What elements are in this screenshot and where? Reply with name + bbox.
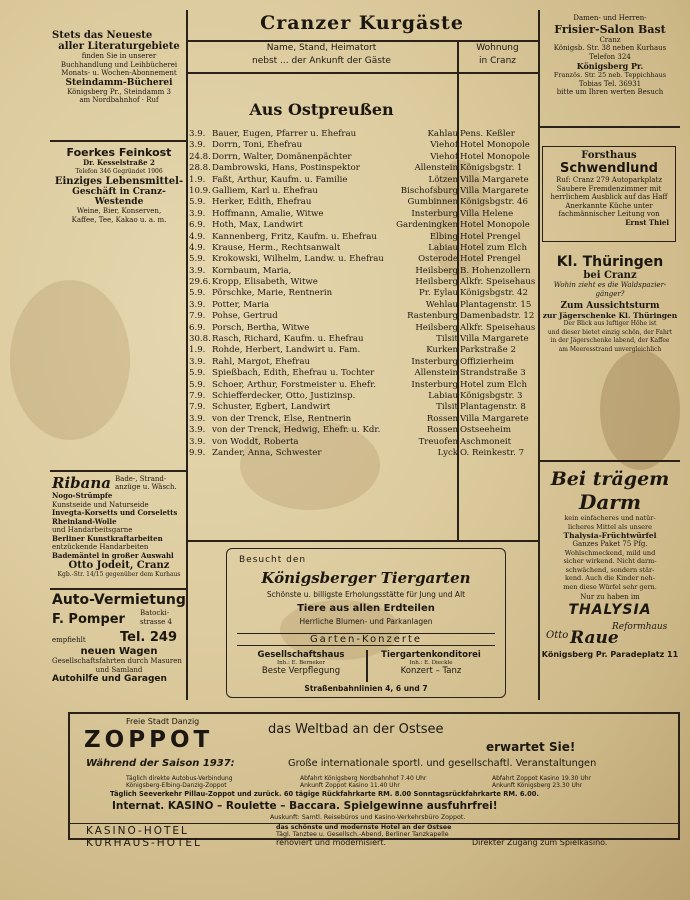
zoppot-line: Abfahrt Zoppot Kasino 19.30 Uhr — [492, 775, 591, 782]
ad-frisier-line: bitte um Ihren werten Besuch — [556, 88, 664, 96]
ad-tiergarten-title: Königsberger Tiergarten — [261, 569, 471, 587]
ad-thalysia-line: Königsberg Pr. Paradeplatz 11 — [541, 649, 679, 659]
ad-forsthaus-line: herrlichem Ausblick auf das Haff — [550, 193, 668, 201]
guest-origin: Osterode — [418, 254, 458, 265]
ad-frisier-line: Damen- und Herren- — [573, 14, 647, 22]
ad-thueringen-line: am Meeresstrand unvergleichlich — [558, 345, 662, 353]
ad-thalysia-line: Darm — [578, 490, 641, 514]
ad-auto-line: und Samland — [95, 665, 143, 674]
ad-thalysia-line: Bei trägem — [550, 468, 670, 490]
ad-thueringen-line: in der Jägerschenke labend, der Kaffee — [550, 337, 670, 344]
guest-name: Faßt, Arthur, Kaufm. u. Familie — [212, 174, 348, 185]
guest-date: 24.8. — [189, 151, 211, 162]
ad-foerke-line: Dr. Kesselstraße 2 — [83, 158, 155, 167]
guest-date: 9.9. — [189, 447, 206, 458]
guest-row — [189, 414, 679, 425]
ad-thueringen-line: gänger? — [595, 289, 625, 298]
zoppot-line: Große internationale sportl. und gesellschaftl. Veranstaltungen — [288, 758, 597, 769]
guest-row — [189, 402, 679, 413]
ad-tiergarten-line: Garten-Konzerte — [237, 633, 495, 646]
guest-name: Dambrowski, Hans, Postinspektor — [212, 163, 360, 174]
ad-thalysia-line: schwächend, sondern stär- — [565, 565, 655, 574]
ad-frisier-line: Frisier-Salon Bast — [554, 22, 666, 36]
ad-ribana-line: Nogo-Strümpfe — [52, 491, 113, 500]
page-title: Cranzer Kurgäste — [260, 12, 464, 34]
guest-name: Potter, Maria — [212, 299, 270, 310]
ad-auto-line: empfiehlt — [52, 636, 86, 644]
ad-literatur-line: aller Literaturgebiete — [58, 41, 180, 52]
ad-tiergarten — [226, 548, 506, 698]
guest-origin: Heilsberg — [415, 277, 458, 288]
ad-frisier-line: Tobias Tel. 36931 — [578, 79, 642, 88]
ad-ribana-line: anzüge u. Wäsch. — [115, 483, 177, 491]
ad-tiergarten-col-right — [367, 650, 495, 676]
ad-thueringen-line: Kl. Thüringen — [556, 254, 664, 270]
guest-name: Bauer, Eugen, Pfarrer u. Ehefrau — [212, 129, 357, 139]
ad-foerke-line: Kaffee, Tee, Kakao u. a. m. — [71, 215, 167, 224]
ad-forsthaus-line: Ruf: Cranz 279 Autoparkplatz — [555, 176, 663, 184]
guest-row — [189, 380, 679, 391]
ad-thalysia-line: Wohlschmeckend, mild und — [564, 548, 656, 557]
section-heading: Aus Ostpreußen — [249, 100, 394, 119]
guest-name: von der Trenck, Else, Rentnerin — [212, 413, 352, 424]
guest-lodging: Villa Margarete — [460, 174, 529, 185]
ad-foerke-line: Geschäft in Cranz-Westende — [72, 187, 166, 207]
ad-auto-line: neuen Wagen — [80, 646, 158, 657]
guest-date: 6.9. — [189, 322, 206, 333]
guest-origin: Lyck — [437, 447, 458, 458]
guest-name: von Woddt, Roberta — [212, 436, 299, 447]
ad-ribana-title: Ribana — [52, 474, 111, 492]
thalysia-logo: THALYSIA — [568, 601, 652, 618]
guest-date: 28.8. — [189, 163, 211, 174]
guest-date: 4.9. — [189, 242, 206, 253]
zoppot-line: erwartet Sie! — [486, 740, 576, 754]
ad-tiergarten-line: Straßenbahnlinien 4, 6 und 7 — [304, 684, 428, 693]
ad-thueringen — [542, 254, 678, 354]
zoppot-line: Ankunft Königsberg 23.30 Uhr — [492, 782, 583, 789]
guest-name: Porsch, Bertha, Witwe — [212, 322, 310, 333]
guest-lodging: Damenbadstr. 12 — [460, 311, 535, 322]
ad-tiergarten-line: Tiergartenkonditorei — [381, 650, 481, 660]
guest-origin: Kahlau — [427, 129, 458, 139]
ad-tiergarten-line: Beste Verpflegung — [261, 666, 341, 676]
guest-name: Kornbaum, Maria, — [212, 265, 292, 276]
ad-thueringen-line: Wohin zieht es die Waldspazier- — [553, 281, 667, 289]
ad-thueringen-line: Der Blick aus luftiger Höhe ist — [563, 320, 657, 327]
guest-lodging: Hotel Monopole — [460, 220, 530, 231]
ad-foerke — [52, 146, 186, 224]
ad-ribana-line: Kunstseide und Naturseide — [52, 500, 149, 509]
guest-name: Schuster, Egbert, Landwirt — [212, 402, 331, 413]
guest-name: Kropp, Elisabeth, Witwe — [212, 277, 318, 288]
ad-auto-title: Auto-Vermietung — [52, 592, 186, 608]
guest-origin: Kurken — [426, 345, 458, 356]
guest-origin: Treuofen — [418, 436, 458, 447]
guest-name: Rohde, Herbert, Landwirt u. Fam. — [212, 345, 361, 356]
guest-lodging: Hotel Monopole — [460, 151, 530, 162]
guest-date: 7.9. — [189, 311, 206, 322]
guest-date: 5.9. — [189, 254, 206, 265]
ad-ribana-line: Berliner Kunstkraftarbeiten — [52, 533, 163, 543]
guest-name: Galliem, Karl u. Ehefrau — [212, 185, 318, 196]
guest-lodging: Ostseeheim — [460, 425, 512, 436]
ad-tiergarten-col-left — [237, 650, 365, 676]
guest-date: 3.9. — [189, 265, 206, 276]
guest-lodging: Villa Margarete — [460, 334, 529, 345]
guest-name: Pohse, Gertrud — [212, 311, 278, 322]
guest-name: Dorrn, Walter, Domänenpächter — [212, 151, 352, 162]
guest-lodging: Plantagenstr. 8 — [460, 402, 526, 413]
ad-literatur-line: finden Sie in unserer — [81, 52, 157, 60]
ad-ribana-line: Bademäntel in großer Auswahl — [52, 550, 174, 560]
guest-origin: Bischofsburg — [400, 185, 458, 196]
ad-literatur-line: Stets das Neueste — [52, 30, 153, 41]
guest-lodging: Villa Helene — [460, 208, 514, 219]
guest-name: Zander, Anna, Schwester — [212, 447, 322, 458]
ad-foerke-line: Weine, Bier, Konserven, — [76, 207, 162, 215]
guest-lodging: Pens. Keßler — [460, 129, 515, 139]
ad-thalysia-line: Nur zu haben im — [580, 593, 640, 601]
guest-name: Krause, Herm., Rechtsanwalt — [212, 242, 341, 253]
guest-lodging: Strandstraße 3 — [460, 368, 526, 379]
ad-auto-line: Tel. 249 — [120, 630, 178, 645]
guest-date: 7.9. — [189, 390, 206, 401]
ad-tiergarten-line: Konzert – Tanz — [400, 666, 462, 676]
ad-thalysia-line: kend. Auch die Kinder neh- — [565, 574, 655, 582]
ad-tiergarten-line: Inh.: E. Berneker — [276, 660, 326, 666]
ad-ribana-line: Invegta-Korsetts und Corseletts — [52, 508, 178, 517]
guest-name: Rasch, Richard, Kaufm. u. Ehefrau — [212, 334, 364, 345]
guest-origin: Lötzen — [428, 174, 458, 185]
zoppot-line: Internat. KASINO – Roulette – Baccara. Spielgewinne ausfuhrfrei! — [112, 800, 498, 812]
ad-thalysia-line: Otto — [546, 629, 569, 641]
guest-date: 3.9. — [189, 356, 206, 367]
guest-name: Hoth, Max, Landwirt — [212, 220, 303, 231]
zoppot-hotel: KASINO-HOTEL — [86, 825, 189, 837]
column-header-wohnung: Wohnung — [476, 43, 519, 53]
guest-row — [189, 391, 679, 402]
guest-date: 3.9. — [189, 129, 206, 139]
guest-date: 5.9. — [189, 368, 206, 379]
guest-lodging: Plantagenstr. 15 — [460, 299, 532, 310]
guest-date: 29.6. — [189, 277, 211, 288]
guest-date: 5.9. — [189, 379, 206, 390]
guest-lodging: Hotel Monopole — [460, 140, 530, 151]
zoppot-line: Königsberg-Elbing-Danzig-Zoppot — [126, 782, 227, 789]
ad-auto — [52, 592, 186, 684]
zoppot-line: Tägl. Tanztee u. Gesellsch.-Abend, Berliner Tanzkapelle — [276, 831, 449, 838]
zoppot-line: Täglich direkte Autobus-Verbindung — [126, 775, 233, 782]
guest-origin: Insterburg — [411, 356, 458, 367]
zoppot-line: Während der Saison 1937: — [86, 758, 235, 769]
guest-origin: Gardeningken — [396, 220, 458, 231]
guest-date: 3.9. — [189, 425, 206, 436]
ad-literatur-line: Steindamm-Bücherei — [65, 77, 173, 88]
ad-thalysia-line: licheres Mittel als unsere — [567, 522, 652, 531]
guest-date: 4.9. — [189, 231, 206, 242]
guest-row — [189, 437, 679, 448]
column-header-cranz: in Cranz — [479, 56, 516, 66]
zoppot-line: Auskunft: Samtl. Reisebüros und Kasino-Verkehrsbüro Zoppot. — [270, 814, 466, 821]
guest-name: Spießbach, Edith, Ehefrau u. Tochter — [212, 368, 375, 379]
guest-origin: Elbing — [429, 231, 458, 242]
ad-thalysia-line: Reformhaus — [612, 621, 668, 632]
ad-literatur — [52, 30, 186, 105]
ad-literatur-line: Monats- u. Wochen-Abonnement — [61, 69, 177, 77]
ad-forsthaus-line: Schwendlund — [560, 161, 658, 176]
guest-lodging: Königsbgstr. 42 — [460, 288, 528, 299]
guest-origin: Tilsit — [436, 402, 458, 413]
guest-origin: Heilsberg — [415, 322, 458, 333]
guest-origin: Allenstein — [414, 368, 458, 379]
ad-thalysia-line: men diese Würfel sehr gern. — [563, 582, 657, 591]
guest-date: 3.9. — [189, 436, 206, 447]
zoppot-col3 — [492, 775, 591, 789]
zoppot-line: Freie Stadt Danzig — [126, 717, 200, 726]
guest-lodging: Villa Margarete — [460, 185, 529, 196]
ad-ribana-line: Kgb.-Str. 14/15 gegenüber dem Kurhaus — [57, 571, 181, 578]
guest-lodging: Hotel Prengel — [460, 254, 521, 265]
ad-tiergarten-line: Besucht den — [239, 555, 307, 565]
guest-lodging: Königsbgstr. 46 — [460, 197, 528, 208]
ad-tiergarten-line: Tiere aus allen Erdteilen — [297, 603, 435, 614]
guest-origin: Allenstein — [414, 163, 458, 174]
guest-lodging: B. Hohenzollern — [460, 265, 531, 276]
ad-forsthaus-line: Saubere Fremdenzimmer mit — [556, 184, 662, 193]
ad-thalysia — [540, 468, 680, 659]
ad-ribana — [52, 474, 186, 580]
zoppot-line: das Weltbad an der Ostsee — [268, 722, 444, 737]
ad-literatur-line: Königsberg Pr., Steindamm 3 — [67, 87, 171, 96]
ad-thalysia-line: Ganzes Paket 75 Pfg. — [572, 540, 648, 548]
ad-tiergarten-line: Inh.: E. Dieckle — [409, 660, 453, 666]
guest-date: 5.9. — [189, 288, 206, 299]
guest-lodging: Offizierheim — [460, 356, 514, 367]
guest-lodging: Königsbgstr. 3 — [460, 390, 523, 401]
ad-foerke-line: Telefon 346 Gegründet 1906 — [75, 167, 163, 175]
guest-lodging: Hotel zum Elch — [460, 242, 528, 253]
guest-origin: Rossen — [426, 413, 458, 424]
guest-origin: Gumbinnen — [407, 197, 458, 208]
ad-thueringen-line: zur Jägerschenke Kl. Thüringen — [542, 311, 678, 320]
guest-origin: Viehof — [430, 140, 458, 151]
guest-date: 3.9. — [189, 299, 206, 310]
ad-forsthaus-line: Forsthaus — [581, 150, 637, 161]
guest-lodging: Hotel zum Elch — [460, 379, 528, 390]
guest-date: 10.9. — [189, 185, 211, 196]
ad-thalysia-line: Raue — [570, 627, 619, 648]
ad-ribana-line: Otto Jodeit, Cranz — [68, 560, 170, 571]
guest-date: 7.9. — [189, 402, 206, 413]
ad-auto-line: F. Pomper — [52, 612, 125, 627]
guest-name: Rahl, Margot, Ehefrau — [212, 356, 311, 367]
ad-thalysia-line: sicher wirkend. Nicht darm- — [563, 557, 657, 565]
zoppot-line: renoviert und modernisiert. — [276, 838, 387, 847]
ad-ribana-line: Bade-, Strand- — [115, 474, 167, 483]
ad-frisier-line: Königsb. Str. 38 neben Kurhaus — [553, 44, 667, 52]
ad-thueringen-line: bei Cranz — [583, 270, 637, 281]
zoppot-col1 — [126, 775, 233, 789]
guest-origin: Insterburg — [411, 379, 458, 390]
guest-row — [189, 129, 679, 140]
ad-ribana-line: Rheinland-Wolle — [52, 516, 117, 526]
guest-lodging: Parkstraße 2 — [460, 345, 516, 356]
ad-literatur-line: Buchhandlung und Leihbücherei — [60, 60, 178, 69]
ad-auto-line: Gesellschaftsfahrten durch Masuren — [52, 657, 182, 665]
ad-thueringen-line: Zum Aussichtsturm — [560, 301, 660, 311]
guest-row — [189, 243, 679, 254]
guest-row — [189, 448, 679, 459]
guest-origin: Viehof — [430, 151, 458, 162]
guest-lodging: Aschmoneit — [460, 436, 512, 447]
ad-foerke-line: Einziges Lebensmittel- — [54, 176, 184, 187]
ad-auto-line: Autohilfe und Garagen — [52, 674, 167, 684]
ad-auto-line: strasse 4 — [140, 618, 172, 626]
ad-tiergarten-line: Herrliche Blumen- und Parkanlagen — [299, 617, 433, 626]
ad-forsthaus — [542, 146, 676, 242]
guest-name: Schiefferdecker, Otto, Justizinsp. — [212, 390, 356, 401]
zoppot-title: ZOPPOT — [84, 727, 214, 753]
zoppot-hotel: KURHAUS-HOTEL — [86, 837, 202, 849]
ad-frisier — [542, 14, 678, 97]
guest-origin: Insterburg — [411, 208, 458, 219]
guest-lodging: Villa Margarete — [460, 413, 529, 424]
ad-zoppot — [68, 712, 680, 849]
guest-name: von der Trenck, Hedwig, Ehefr. u. Kdr. — [212, 425, 381, 436]
ad-thalysia-line: kein einfacheres und natür- — [564, 514, 656, 522]
guest-row — [189, 425, 679, 436]
guest-row — [189, 357, 679, 368]
guest-date: 3.9. — [189, 208, 206, 219]
guest-lodging: Alkfr. Speisehaus — [460, 277, 536, 288]
guest-lodging: O. Reinkestr. 7 — [460, 447, 525, 458]
ad-thueringen-line: und dieser bietet einzig schön, der Fahrt — [547, 328, 673, 336]
guest-origin: Rastenburg — [407, 311, 458, 322]
guest-date: 1.9. — [189, 174, 206, 185]
ad-frisier-line: Telefon 324 — [589, 52, 631, 61]
ad-thalysia-line: Thalysia-Früchtwürfel — [563, 531, 657, 540]
guest-name: Krokowski, Wilhelm, Landw. u. Ehefrau — [212, 254, 384, 265]
guest-date: 3.9. — [189, 140, 206, 151]
ad-literatur-line: am Nordbahnhof · Ruf — [79, 96, 159, 104]
guest-origin: Tilsit — [436, 334, 458, 345]
guest-lodging: Alkfr. Speisehaus — [460, 322, 536, 333]
ad-forsthaus-line: fachmännischer Leitung von — [558, 210, 660, 218]
guest-origin: Rossen — [426, 425, 458, 436]
ad-frisier-line: Königsberg Pr. — [576, 61, 644, 71]
guest-origin: Heilsberg — [415, 265, 458, 276]
guest-origin: Labiau — [428, 390, 458, 401]
ad-tiergarten-line: Schönste u. billigste Erholungsstätte für Jung und Alt — [266, 590, 466, 599]
ad-forsthaus-line: Ernst Thiel — [625, 217, 669, 227]
ad-ribana-line: und Handarbeitsgarne — [52, 526, 133, 534]
guest-date: 30.8. — [189, 334, 211, 345]
zoppot-col2 — [300, 775, 426, 789]
guest-name: Kannenberg, Fritz, Kaufm. u. Ehefrau — [212, 231, 377, 242]
guest-lodging: Königsbgstr. 1 — [460, 163, 523, 174]
guest-name: Pörschke, Marie, Rentnerin — [212, 288, 333, 299]
guest-lodging: Hotel Prengel — [460, 231, 521, 242]
zoppot-line: Direkter Zugang zum Spielkasino. — [472, 838, 608, 847]
zoppot-line: Täglich Seeverkehr Pillau-Zoppot und zurück. 60 tägige Rückfahrkarte RM. 8.00 Sonntagsrückfahrkarte RM. 6.00. — [110, 790, 539, 798]
zoppot-line: das schönste und modernste Hotel an der Ostsee — [276, 824, 452, 831]
guest-name: Schoer, Arthur, Forstmeister u. Ehefr. — [212, 379, 376, 390]
ad-tiergarten-line: Gesellschaftshaus — [257, 650, 345, 660]
guest-date: 5.9. — [189, 197, 206, 208]
column-header-name: Name, Stand, Heimatort — [266, 43, 377, 53]
guest-date: 6.9. — [189, 220, 206, 231]
ad-frisier-line: Cranz — [599, 35, 621, 44]
guest-row — [189, 368, 679, 379]
ad-ribana-line: entzückende Handarbeiten — [52, 543, 149, 551]
guest-origin: Labiau — [428, 242, 458, 253]
guest-name: Hoffmann, Amalie, Witwe — [212, 208, 324, 219]
guest-name: Herker, Edith, Ehefrau — [212, 197, 312, 208]
zoppot-line: Abfahrt Königsberg Nordbahnhof 7.40 Uhr — [300, 775, 427, 782]
ad-foerke-title: Foerkes Feinkost — [66, 146, 172, 159]
ad-auto-line: Batocki- — [140, 609, 170, 617]
guest-date: 3.9. — [189, 413, 206, 424]
guest-date: 1.9. — [189, 345, 206, 356]
zoppot-line: Ankunft Zoppot Kasino 11.40 Uhr — [300, 782, 400, 789]
guest-name: Dorrn, Toni, Ehefrau — [212, 140, 303, 151]
column-header-arrival: nebst ... der Ankunft der Gäste — [252, 56, 391, 66]
ad-forsthaus-line: Anerkannte Küche unter — [565, 201, 653, 210]
guest-origin: Pr. Eylau — [419, 288, 458, 299]
guest-origin: Wehlau — [425, 299, 458, 310]
ad-frisier-line: Französ. Str. 25 neb. Teppichhaus — [553, 71, 667, 79]
